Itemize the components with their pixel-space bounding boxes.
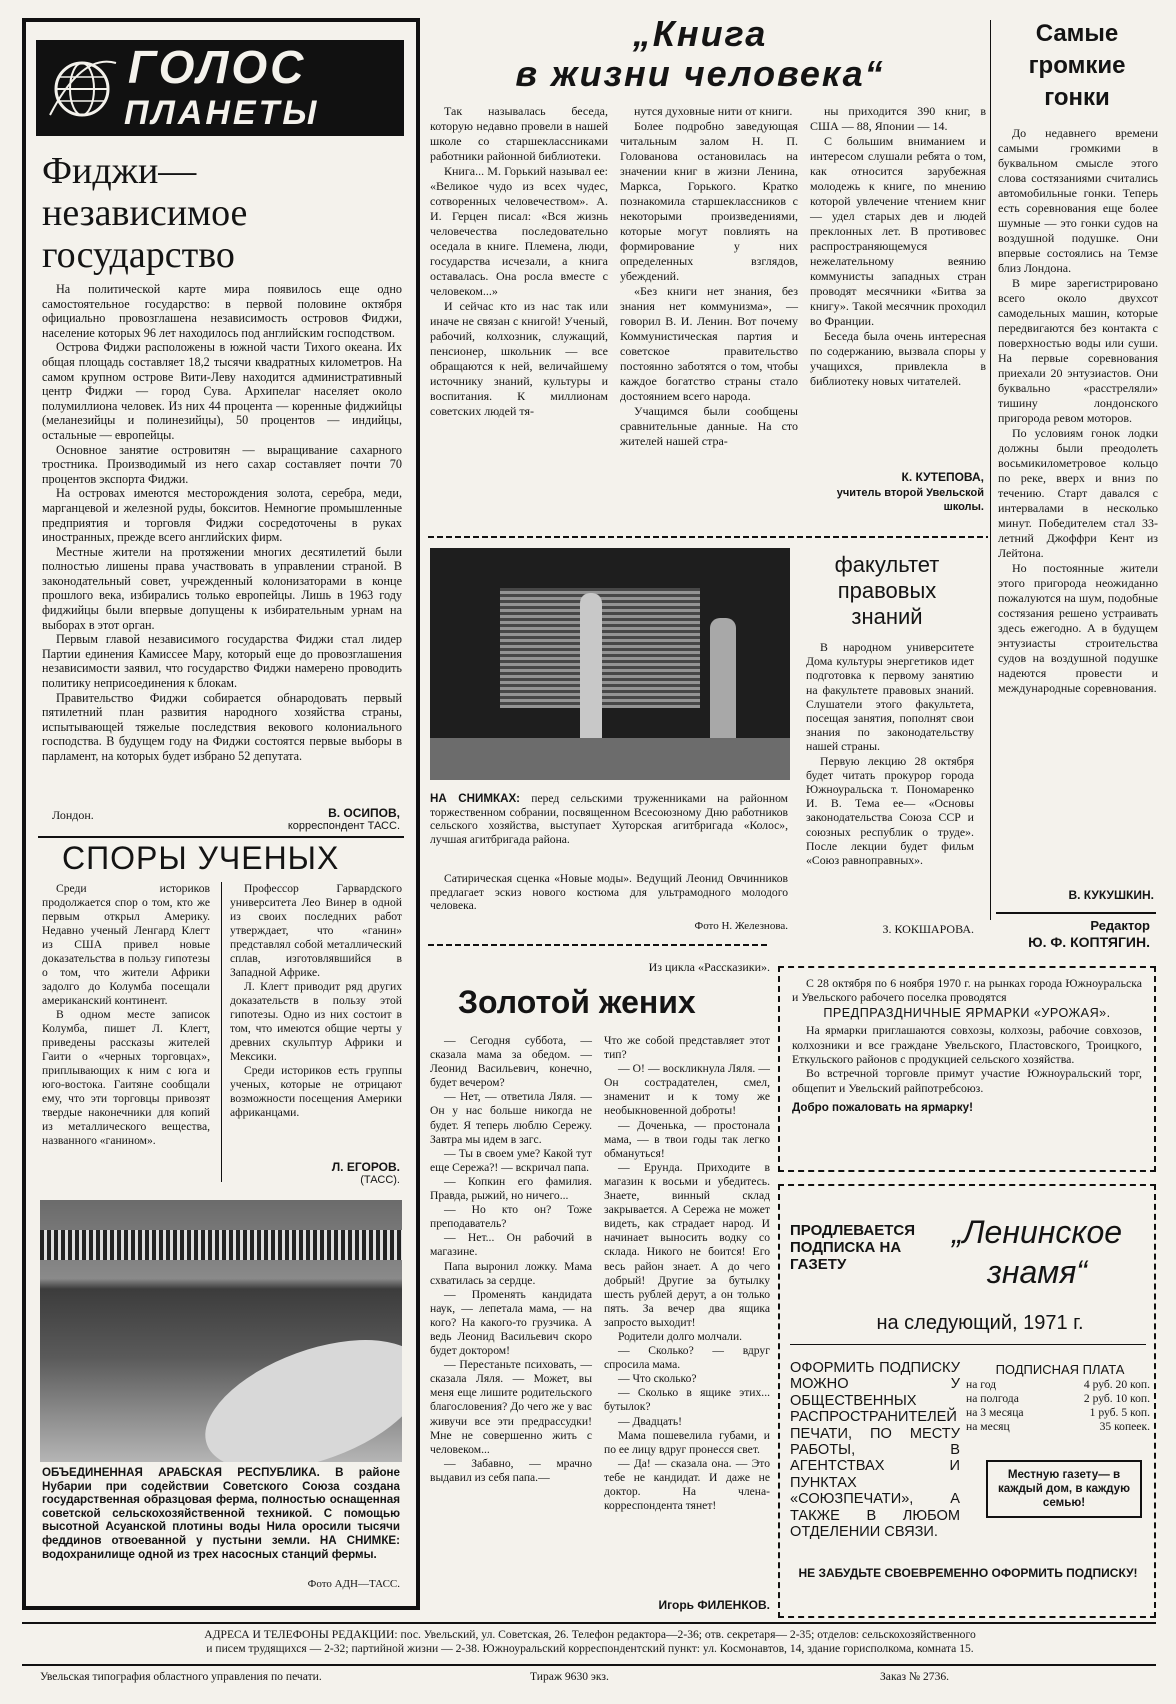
footer-printer: Увельская типография областного управления по печати.	[40, 1670, 322, 1683]
paper-title	[924, 1212, 1150, 1292]
divider	[790, 1344, 1146, 1345]
zoloto-paragraph: — Нет, — ответила Ляля. — Он у нас больше никогда не будет. Я теперь люблю Сережу. Завтра мы идем в загс.	[430, 1090, 592, 1146]
dotted-divider	[428, 536, 988, 538]
footer-tirazh: Тираж 9630 экз.	[530, 1670, 609, 1683]
samye-paragraph: В мире зарегистрировано всего около двухсот самодельных машин, которые передвигаются без контакта с поверхностью воды или суши. На первые соревнования приехали 20 энтузиастов. Они буквально «расстреляли» тишину лондонского пригорода ревом моторов.	[998, 276, 1158, 425]
zoloto-paragraph: — Сегодня суббота, — сказала мама за обедом. — Леонид Васильевич, конечно, будет вечером?	[430, 1034, 592, 1090]
agitbrigada-caption2: Сатирическая сценка «Новые моды». Ведущий Леонид Овчинников предлагает эскиз нового костюма для ультрамодного молодого человека.	[430, 872, 788, 913]
footer-line: АДРЕСА И ТЕЛЕФОНЫ РЕДАКЦИИ: пос. Увельский, ул. Советская, 26. Телефон редактора—2-36; отв. секретаря— 2-35; отделов: сельскохозяйственного	[204, 1628, 976, 1641]
spory-paragraph: Среди историков продолжается спор о том, кто же первым открыл Америку. Недавно ученый Ленгард Клегт из США привел новые доказательства в пользу гипотезы о том, что жители Африки задолго до Колумба посещали американский континент.	[42, 882, 210, 1007]
zoloto-paragraph: — Да! — сказала она. — Это тебе не кандидат. И даже не доктор. На члена-корреспондента тянет!	[604, 1456, 770, 1513]
zoloto-paragraph: — Ерунда. Приходите в магазин к восьми и убедитесь. Знаете, винный склад закрывается. А Сережа не может видеть, как страдает народ. И начинает выносить водку со склада. Никого не боится! Его весь район знает. А до чего добрый! Другие за бутылку шесть рублей дерут, а он только пять. За вечер два ящика запросто выходит!	[604, 1160, 770, 1329]
fiji-author: В. ОСИПОВ,	[328, 806, 400, 820]
zoloto-paragraph: — Променять кандидата наук, — лепетала мама, — на кого? На какого-то грузчика. А ведь Леонид Васильевич скоро будет доктором!	[430, 1287, 592, 1358]
zoloto-col2	[604, 1034, 770, 1513]
spory-author-title: (ТАСС).	[360, 1174, 400, 1186]
farm-photo-caption	[42, 1466, 400, 1561]
zoloto-author: Игорь ФИЛЕНКОВ.	[658, 1598, 770, 1612]
kniga-paragraph: И сейчас кто из нас так или иначе не связан с книгой! Ученый, рабочий, колхозник, служащий, пенсионер, школьник — все обращаются к ней, величайшему источнику знаний, культуры и воспитания. К миллионам советских людей тя-	[430, 299, 608, 418]
editor-name: Ю. Ф. КОПТЯГИН.	[1028, 934, 1150, 950]
spory-col1	[42, 882, 210, 1148]
price-term: на месяц	[966, 1420, 1010, 1433]
kniga-col3	[810, 104, 986, 389]
fiji-author-title: корреспондент ТАСС.	[287, 820, 400, 832]
divider	[22, 1664, 1156, 1666]
fiji-paragraph: Острова Фиджи расположены в южной части Тихого океана. Их общая площадь составляет 18,2 тысячи квадратных километров. На самом крупном острове Вити-Леву находится административный центр Фиджи — город Сува. Архипелаг населяет около полумиллиона человек. Из них 44 процента — коренные фиджийцы (меланезийцы и полинезийцы), 50 процентов — индийцы, остальные — европейцы.	[42, 340, 402, 442]
price-value: 1 руб. 5 коп.	[1089, 1406, 1150, 1419]
caption-text: ОБЪЕДИНЕННАЯ АРАБСКАЯ РЕСПУБЛИКА. В районе Нубарии при содействии Советского Союза создана государственная образцовая ферма, полностью оснащенная советской сельскохозяйственной техникой. С помощью высотной Асуанской плотины воды Нила оросили тысячи феддинов отвоеванной у пустыни земли.	[42, 1466, 400, 1547]
zoloto-paragraph: — Но кто он? Тоже преподаватель?	[430, 1203, 592, 1231]
yarmarka-body: Во встречной торговле примут участие Южноуральский торг, общепит и Увельский райпотребсоюз.	[792, 1066, 1142, 1095]
yarmarka-ad	[778, 966, 1156, 1172]
fakultet-text	[806, 640, 974, 867]
podpiska-plata-list	[966, 1378, 1150, 1434]
spory-headline: СПОРЫ УЧЕНЫХ	[62, 840, 340, 876]
kniga-paragraph: ны приходится 390 книг, в США — 88, Японии — 14.	[810, 104, 986, 133]
podpiska-left-head: ПРОДЛЕВАЕТСЯ ПОДПИСКА НА ГАЗЕТУ	[790, 1222, 915, 1273]
caption-lead: НА СНИМКАХ:	[430, 792, 521, 805]
fiji-paragraph: Основное занятие островитян — выращивание сахарного тростника. Производимый из него сахар составляет почти 70 процентов экспорта Фиджи.	[42, 442, 402, 486]
yarmarka-body: На ярмарки приглашаются совхозы, колхозы, рабочие совхозов, колхозники и все граждане Увельского, Пластовского, Троицкого, Еткульского районов с продукцией сельского хозяйства.	[792, 1023, 1142, 1067]
spory-paragraph: Среди историков есть группы ученых, которые не отрицают возможности посещения Америки африканцами.	[230, 1064, 402, 1119]
fiji-paragraph: Первым главой независимого государства Фиджи стал лидер Партии единения Камиссее Мару, который еще до провозглашения независимости заявил, что государство Фиджи намерено проводить политику неприсоединения к блокам.	[42, 632, 402, 691]
farm-photo	[40, 1200, 402, 1462]
spory-paragraph: Л. Клегт приводит ряд других доказательств в пользу этой гипотезы. Одно из них состоит в том, что имеются общие черты у древних скульптур Африки и Мексики.	[230, 980, 402, 1063]
samye-paragraph: Но постоянные жители этого пригорода неожиданно пожалуются на шум, подобные состязания решено устраивать здесь ежегодно. А в будущем энтузиасты строительства судов на воздушной подушке надеются провести и международные соревнования.	[998, 561, 1158, 695]
fiji-paragraph: На политической карте мира появилось еще одно самостоятельное государство: в первой половине октября официально провозглашена независимость островов Фиджи, население которых 96 лет находилось под английским господством.	[42, 282, 402, 340]
zoloto-paragraph: — Что сколько?	[618, 1372, 697, 1386]
kniga-paragraph: Так называлась беседа, которую недавно провели в нашей школе со старшеклассниками работники районной библиотеки.	[430, 104, 608, 163]
kniga-headline-line1: „Книга	[632, 13, 768, 54]
price-row	[966, 1392, 1150, 1406]
globe-icon	[46, 45, 118, 131]
price-value: 2 руб. 10 коп.	[1083, 1392, 1150, 1405]
zoloto-col1	[430, 1034, 592, 1485]
divider	[996, 912, 1156, 914]
zoloto-paragraph: Мама пошевелила губами, и по ее лицу вдруг пронесся свет.	[604, 1428, 770, 1456]
farm-photo-credit: Фото АДН—ТАСС.	[307, 1578, 400, 1590]
zoloto-paragraph: — Перестаньте психовать, — сказала Ляля. — Может, вы меня еще лишите родительского благословения? До чего же у вас живучи все эти предрассудки! Мне не совершенно жить с человеком...	[430, 1358, 592, 1456]
podpiska-oformit: ОФОРМИТЬ ПОДПИСКУ МОЖНО У ОБЩЕСТВЕННЫХ РАСПРОСТРАНИТЕЛЕЙ ПЕЧАТИ, ПО МЕСТУ РАБОТЫ, В АГЕНТСТВАХ И ПУНКТАХ «СОЮЗПЕЧАТИ», А ТАКЖЕ В ЛЮБОМ ОТДЕЛЕНИИ СВЯЗИ.	[790, 1360, 960, 1541]
divider	[22, 1622, 1156, 1624]
zoloto-paragraph: — Двадцать!	[618, 1414, 683, 1428]
fakultet-author: З. КОКШАРОВА.	[882, 922, 974, 936]
price-row	[966, 1406, 1150, 1420]
fakultet-paragraph: Первую лекцию 28 октября будет читать прокурор города Южноуральска т. Пономаренко И. В. Тема ее— «Основы законодательства Союза ССР и союзных республик о труде». После лекции будет фильм «Союз равноправных».	[806, 753, 974, 868]
kniga-paragraph: нутся духовные нити от книги.	[634, 104, 793, 118]
kniga-paragraph: Более подробно заведующая читальным залом Н. П. Голованова остановилась на значении книг в жизни Ленина, Маркса, Горького. Кратко познакомила старшеклассников с некоторыми произведениями, которые могут повлиять на формирование у них определенных взглядов, убеждений.	[620, 119, 798, 283]
fakultet-headline: факультет правовых знаний	[834, 552, 940, 629]
price-term: на полгода	[966, 1392, 1019, 1405]
podpiska-plata-head: ПОДПИСНАЯ ПЛАТА	[995, 1362, 1125, 1377]
kniga-author-title: учитель второй Увельской школы.	[836, 487, 984, 513]
logo-line2: ПЛАНЕТЫ	[124, 94, 320, 132]
fiji-dateline: Лондон.	[52, 808, 94, 822]
kniga-author: К. КУТЕПОВА,	[901, 470, 984, 484]
dotted-divider	[428, 944, 768, 946]
spory-paragraph: В одном месте записок Колумба, пишет Л. Клегт, приведены рассказы жителей Гаити о «черных торговцах», приплывающих к ним с юга и юго-востока. Гаитяне сообщали ему, что эти торговцы привозят твердые наконечники для копий из металлического вещества, названного «ганином».	[42, 1008, 210, 1147]
samye-headline: Самые громкие гонки	[1028, 20, 1126, 111]
zoloto-paragraph: — Копкин его фамилия. Правда, рыжий, но ничего...	[430, 1174, 592, 1203]
yarmarka-title: ПРЕДПРАЗДНИЧНЫЕ ЯРМАРКИ «УРОЖАЯ».	[823, 1005, 1111, 1020]
price-term: на год	[966, 1378, 997, 1391]
kniga-paragraph: «Без книги нет знания, без знания нет коммунизма», — говорил В. И. Ленин. Вот почему Коммунистическая партия и советское правительство постоянно заботятся о том, чтобы каждое богатство страны стало достоянием всего народа.	[620, 284, 798, 403]
zoloto-paragraph: Родители долго молчали.	[618, 1329, 743, 1343]
paper-title-line2: знамя“	[987, 1254, 1087, 1290]
fiji-paragraph: Правительство Фиджи собирается обнародовать первый пятилетний план развития народного хозяйства страны, испытывающей тяжелые последствия векового колониального господства. В будущем году на Фиджи состоятся первые выборы в парламент, на которых будет избрано 52 депутата.	[42, 690, 402, 763]
footer-line: и писем трудящихся — 2-32; партийной жизни — 2-38. Южноуральский корреспондентский пункт: ул. Космонавтов, 14, здание горисполкома, комната 15.	[206, 1642, 974, 1655]
caption-text: перед сельскими труженниками на районном торжественном собрании, посвященном Всесоюзному Дню работников сельского хозяйства, выступает Хуторская агитбригада «Колос», лучшая агитбригада района.	[430, 792, 788, 846]
podpiska-footer: НЕ ЗАБУДЬТЕ СВОЕВРЕМЕННО ОФОРМИТЬ ПОДПИСКУ!	[798, 1566, 1138, 1580]
yarmarka-welcome: Добро пожаловать на ярмарку!	[792, 1101, 973, 1115]
zoloto-paragraph: — Сколько? — вдруг спросила мама.	[604, 1344, 770, 1372]
kniga-paragraph: Учащимся были сообщены сравнительные данные. На сто жителей нашей стра-	[620, 404, 798, 448]
kniga-paragraph: С большим вниманием и интересом слушали ребята о том, как относится зарубежная молодежь к книге, по мнению которой увлечение чтением книг — удел старых дев и людей преклонных лет. В противовес распространяющемуся нежелательному веянию коммунисты западных стран проводят месячники «Битва за книгу». Такой месячник проходил во Франции.	[810, 134, 986, 328]
price-row	[966, 1378, 1150, 1392]
paper-title-line1: „Ленинское	[951, 1214, 1123, 1250]
fiji-article-text	[42, 282, 402, 764]
fiji-headline: Фиджи— независимое государство	[42, 150, 248, 276]
editor-label: Редактор	[1090, 918, 1150, 933]
footer-address	[30, 1628, 1150, 1656]
zoloto-headline: Золотой жених	[458, 984, 696, 1020]
column-divider	[990, 20, 991, 920]
kniga-headline-line2: в жизни человека“	[515, 53, 885, 94]
podpiska-box: Местную газету— в каждый дом, в каждую семью!	[986, 1460, 1142, 1518]
kniga-headline	[430, 14, 970, 94]
fiji-paragraph: Местные жители на протяжении многих десятилетий были полностью лишены права участвовать в управлении страной. В законодательный совет, учрежденный колонизаторами в конце прошлого века, избирались только европейцы. Лишь в 1963 году фиджийцы были впервые допущены к избирательным урнам на выборах в этот орган.	[42, 544, 402, 632]
zoloto-paragraph: — Сколько в ящике этих... бутылок?	[604, 1386, 770, 1414]
price-value: 35 копеек.	[1099, 1420, 1150, 1433]
zoloto-paragraph: — О! — воскликнула Ляля. — Он сострадателен, смел, знаменит и к тому же необыкновенной доброты!	[604, 1062, 770, 1118]
spory-col2	[230, 882, 402, 1120]
zoloto-series: Из цикла «Рассказики».	[648, 960, 770, 974]
agitbrigada-credit: Фото Н. Железнова.	[694, 920, 788, 932]
spory-author: Л. ЕГОРОВ.	[331, 1160, 400, 1174]
column-divider	[221, 882, 222, 1182]
samye-paragraph: До недавнего времени самыми громкими в буквальном смысле этого слова состязаниями считались автомобильные гонки. Теперь есть соревнования еще более шумные — это гонки судов на воздушной подушке. Они впервые состоялись на Темзе близ Лондона.	[998, 126, 1158, 275]
zoloto-paragraph: — Ты в своем уме? Какой тут еще Сережа?! — вскричал папа.	[430, 1146, 592, 1174]
agitbrigada-caption	[430, 792, 788, 846]
kniga-col1	[430, 104, 608, 419]
samye-author: В. КУКУШКИН.	[1068, 888, 1154, 902]
zoloto-paragraph: Что же собой представляет этот тип?	[604, 1034, 770, 1062]
kniga-paragraph: Книга... М. Горький называл ее: «Великое чудо из всех чудес, сотворенных человечеством». А. И. Герцен писал: «Вся жизнь человечества последовательно оседала в книге. Племена, люди, государства исчезали, а книга оставалась. Она росла вместе с человеком...»	[430, 164, 608, 298]
podpiska-year: на следующий, 1971 г.	[876, 1312, 1084, 1334]
kniga-col2	[620, 104, 798, 449]
fiji-paragraph: На островах имеются месторождения золота, серебра, меди, марганцевой и железной руды, бокситов. Немногие промышленные предприятия и торговля Фиджи сосредоточены в руках иностранных, прежде всего английских фирм.	[42, 486, 402, 545]
price-value: 4 руб. 20 коп.	[1083, 1378, 1150, 1391]
caption-text: НА СНИМКЕ: водохранилище одной из трех насосных станций фермы.	[42, 1533, 400, 1561]
agitbrigada-photo	[430, 548, 790, 780]
zoloto-paragraph: — Нет... Он рабочий в магазине.	[430, 1231, 592, 1259]
price-term: на 3 месяца	[966, 1406, 1024, 1419]
fakultet-paragraph: В народном университете Дома культуры энергетиков идет подготовка к первому занятию на факультете правовых знаний. Слушатели этого факультета, посещая занятия, пополнят свои знания по законодательству нашей страны.	[806, 640, 974, 754]
price-row	[966, 1420, 1150, 1434]
spory-paragraph: Профессор Гарвардского университета Лео Винер в одной из своих последних работ утверждает, что «ганин» представлял собой металлический сплав, изготовлявшийся в Западной Африке.	[230, 882, 402, 979]
kniga-paragraph: Беседа была очень интересная по содержанию, вызвала споры у учащихся, привлекла в библиотеку новых читателей.	[810, 329, 986, 388]
zoloto-paragraph: — Забавно, — мрачно выдавил из себя папа.—	[430, 1456, 592, 1484]
golos-planety-logo	[36, 40, 404, 136]
yarmarka-intro: С 28 октября по 6 ноября 1970 г. на рынках города Южноуральска и Увельского рабочего поселка проводятся	[792, 976, 1142, 1005]
logo-line1: ГОЛОС	[128, 41, 307, 93]
samye-text	[998, 126, 1158, 696]
zoloto-paragraph: — Доченька, — простонала мама, — в твои годы так легко обмануться!	[604, 1118, 770, 1160]
samye-paragraph: По условиям гонок лодки должны были преодолеть восьмикилометровое кольцо по реке, вверх и вниз по течению. Старт давался с интервалами в несколько минут. Победителем стал 33-летний Джоффри Кент из Лейтона.	[998, 426, 1158, 560]
zoloto-paragraph: Папа выронил ложку. Мама схватилась за сердце.	[430, 1259, 592, 1287]
footer-zakaz: Заказ № 2736.	[880, 1670, 950, 1683]
